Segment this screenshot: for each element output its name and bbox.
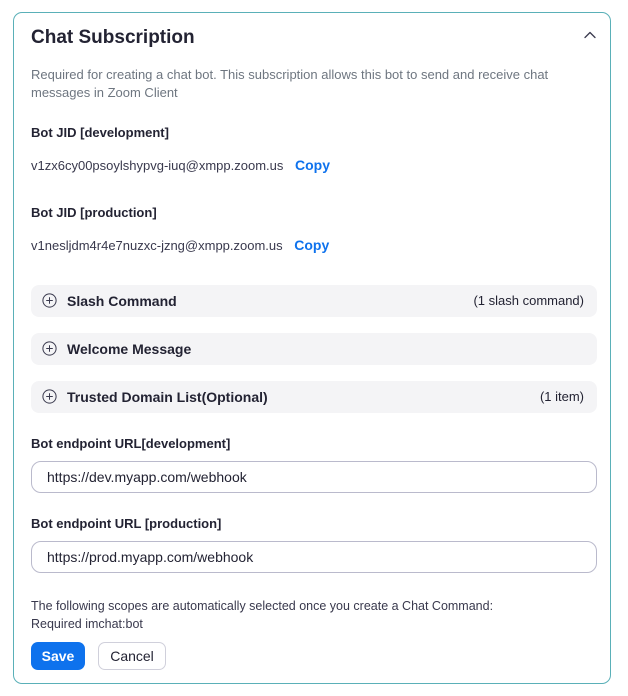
section-welcome-message[interactable]: [31, 333, 597, 365]
section-trusted-domain-list[interactable]: [31, 381, 597, 413]
scopes-note-line: The following scopes are automatically selected once you create a Chat Command:: [31, 599, 494, 613]
plus-circle-icon: [42, 293, 57, 308]
bot-jid-prod-value: v1nesljdm4r4e7nuzxc-jzng@xmpp.zoom.us: [31, 238, 283, 253]
copy-jid-prod-button[interactable]: Copy: [294, 237, 330, 253]
chevron-up-icon[interactable]: [583, 28, 597, 42]
endpoint-dev-label: Bot endpoint URL[development]: [31, 436, 231, 451]
section-count: (1 item): [539, 389, 584, 404]
plus-circle-icon: [42, 389, 57, 404]
section-count: (1 slash command): [473, 293, 584, 308]
bot-jid-prod-label: Bot JID [production]: [31, 205, 157, 220]
scopes-required-line: Required imchat:bot: [31, 617, 143, 631]
bot-jid-dev-label: Bot JID [development]: [31, 125, 169, 140]
endpoint-prod-input[interactable]: [31, 541, 597, 573]
save-button[interactable]: Save: [31, 642, 85, 670]
section-title: Slash Command: [67, 293, 177, 309]
section-title: Trusted Domain List(Optional): [67, 389, 268, 405]
bot-jid-dev-value: v1zx6cy00psoylshypvg-iuq@xmpp.zoom.us: [31, 158, 284, 173]
endpoint-dev-input[interactable]: [31, 461, 597, 493]
scopes-note: [31, 597, 493, 633]
bot-jid-prod-row: [31, 237, 329, 253]
cancel-button[interactable]: Cancel: [98, 642, 166, 670]
bot-jid-dev-row: [31, 157, 330, 173]
panel-title: Chat Subscription: [31, 27, 195, 48]
copy-jid-dev-button[interactable]: Copy: [295, 157, 330, 173]
plus-circle-icon: [42, 341, 57, 356]
panel-description: Required for creating a chat bot. This subscription allows this bot to send and receive chat messages in Zoom Client: [31, 67, 549, 100]
section-title: Welcome Message: [67, 341, 192, 357]
endpoint-prod-label: Bot endpoint URL [production]: [31, 516, 222, 531]
chat-subscription-panel: [13, 12, 611, 684]
section-slash-command[interactable]: [31, 285, 597, 317]
